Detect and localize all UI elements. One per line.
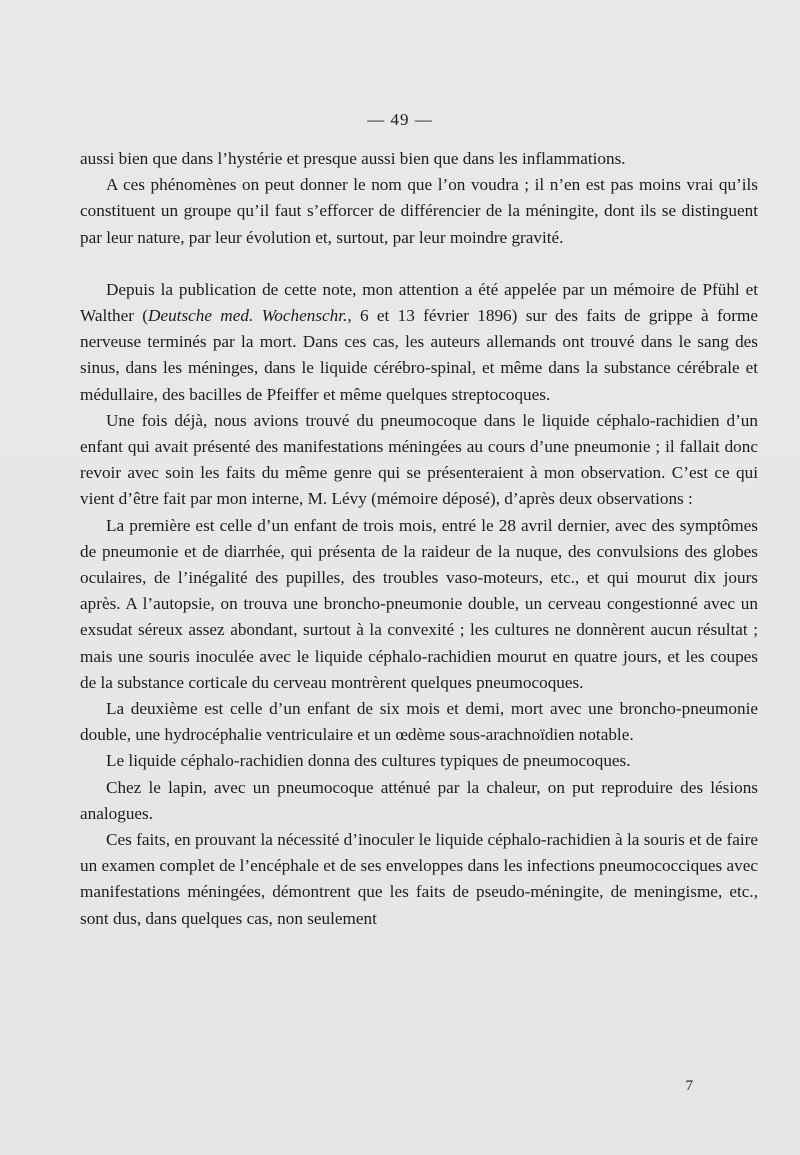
paragraph-3-text-before: Depuis la publication de cette note, mon attention a été appelée par un mémoire de Pfühl et Walther (: [80, 279, 758, 326]
paragraph-3-text-after: , 6 et 13 février 1896) sur des faits de grippe à forme nerveuse terminés par la mort. Dans ces cas, les auteurs allemands ont trouvé dans le sang des sinus, dans les méninges, dans le liquide cérébro-spinal, et même dans la substance cérébrale et médullaire, des bacilles de Pfeiffer et même quelques streptocoques.: [80, 306, 758, 404]
journal-citation: Deutsche med. Wochenschr.: [148, 306, 348, 326]
paragraph-4: Une fois déjà, nous avions trouvé du pneumocoque dans le liquide céphalo-rachidien d’un enfant qui avait présenté des manifestations méningées au cours d’une pneumonie ; il fallait donc revoir avec soin les faits du même genre qui se présenteraient à mon observation. C’est ce qui vient d’être fait par mon interne, M. Lévy (mémoire déposé), d’après deux observations :: [80, 410, 758, 509]
paragraph-5: La première est celle d’un enfant de trois mois, entré le 28 avril dernier, avec des symptômes de pneumonie et de diarrhée, qui présenta de la raideur de la nuque, des convulsions des globes oculaires, de l’inégalité des pupilles, des troubles vaso-moteurs, etc., et qui mourut dix jours après. A l’autopsie, on trouva une broncho-pneumonie double, un cerveau congestionné avec un exsudat séreux assez abondant, surtout à la convexité ; les cultures ne donnèrent aucun résultat ; mais une souris inoculée avec le liquide céphalo-rachidien mourut en quatre jours, et les coupes de la substance corticale du cerveau montrèrent quelques pneumocoques.: [80, 515, 758, 692]
paragraph-9: Ces faits, en prouvant la nécessité d’inoculer le liquide céphalo-rachidien à la souris et de faire un examen complet de l’encéphale et de ses enveloppes dans les infections pneumococciques avec manifestations méningées, démontrent que les faits de pseudo-méningite, de meningisme, etc., sont dus, dans quelques cas, non seulement: [80, 830, 758, 928]
signature-mark: 7: [685, 1078, 693, 1094]
body-text: [80, 146, 758, 932]
paragraph-3: [80, 277, 758, 408]
page-number: — 49 —: [367, 110, 433, 129]
paragraph-8: Chez le lapin, avec un pneumocoque atténué par la chaleur, on put reproduire des lésions analogues.: [80, 777, 758, 823]
paragraph-7: Le liquide céphalo-rachidien donna des cultures typiques de pneumocoques.: [106, 751, 631, 771]
paragraph-1: aussi bien que dans l’hystérie et presque aussi bien que dans les inflammations.: [80, 149, 626, 168]
paragraph-6: La deuxième est celle d’un enfant de six mois et demi, mort avec une broncho-pneumonie double, une hydrocéphalie ventriculaire et un œdème sous-arachnoïdien notable.: [80, 699, 758, 745]
paragraph-2: A ces phénomènes on peut donner le nom que l’on voudra ; il n’en est pas moins vrai qu’ils constituent un groupe qu’il faut s’efforcer de différencier de la méningite, dont ils se distinguent par leur nature, par leur évolution et, surtout, par leur moindre gravité.: [80, 175, 758, 247]
